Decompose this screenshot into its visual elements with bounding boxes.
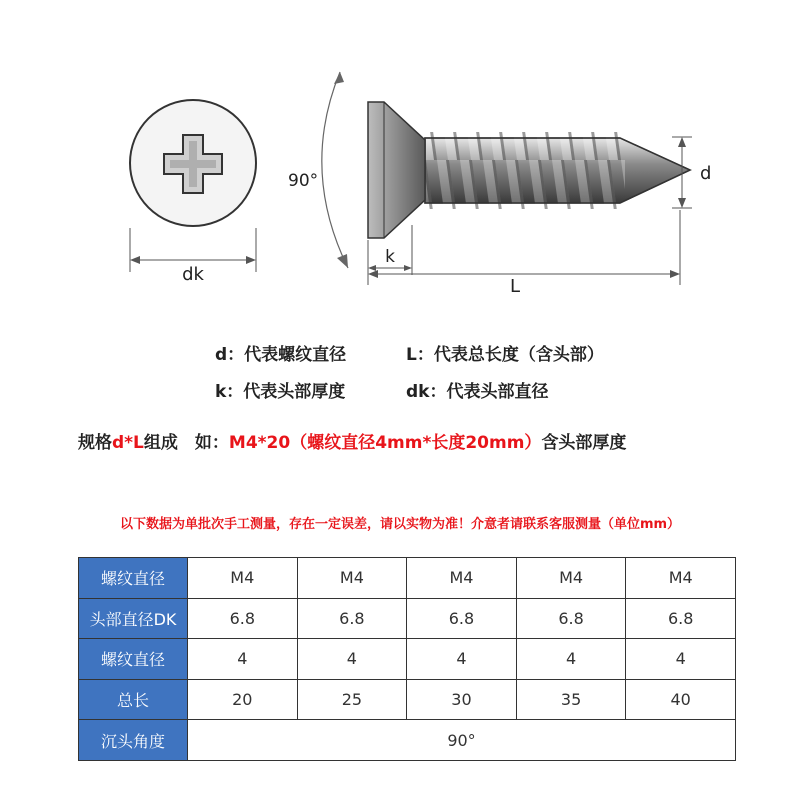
table-cell: 4 <box>188 639 298 680</box>
table-cell: 6.8 <box>297 598 407 639</box>
table-cell: 25 <box>297 679 407 720</box>
row-header: 头部直径DK <box>79 598 188 639</box>
table-cell: 6.8 <box>626 598 736 639</box>
angle-arc <box>322 72 348 268</box>
table-cell: 4 <box>516 639 626 680</box>
table-cell: M4 <box>188 558 298 599</box>
table-cell: M4 <box>407 558 517 599</box>
screw-diagram <box>0 0 800 310</box>
legend-dk: dk：代表头部直径 <box>406 382 549 402</box>
table-cell: 35 <box>516 679 626 720</box>
screw-side-view <box>368 102 690 238</box>
measurement-note: 以下数据为单批次手工测量，存在一定误差，请以实物为准！介意者请联系客服测量（单位mm） <box>119 517 681 532</box>
table-row <box>79 639 736 680</box>
table-cell: 40 <box>626 679 736 720</box>
table-cell: M4 <box>297 558 407 599</box>
table-cell: 20 <box>188 679 298 720</box>
table-cell: 30 <box>407 679 517 720</box>
table-cell: M4 <box>516 558 626 599</box>
table-cell: 4 <box>297 639 407 680</box>
row-header: 总长 <box>79 679 188 720</box>
row-header: 沉头角度 <box>79 720 188 761</box>
dk-label: dk <box>182 264 204 285</box>
spec-table <box>78 557 736 761</box>
legend-L: L：代表总长度（含头部） <box>406 345 604 365</box>
angle-cell: 90° <box>188 720 736 761</box>
table-cell: 6.8 <box>516 598 626 639</box>
legend-d: d：代表螺纹直径 <box>215 345 347 365</box>
k-label: k <box>385 247 395 267</box>
spec-prefix: 规格 <box>78 433 112 453</box>
d-label: d <box>700 163 712 184</box>
table-cell: 6.8 <box>188 598 298 639</box>
spec-formula: d*L <box>112 433 144 453</box>
spec-example: M4*20（螺纹直径4mm*长度20mm） <box>228 433 542 453</box>
spec-line <box>78 428 626 453</box>
table-row <box>79 558 736 599</box>
table-cell: 6.8 <box>407 598 517 639</box>
row-header: 螺纹直径 <box>79 639 188 680</box>
row-header: 螺纹直径 <box>79 558 188 599</box>
table-row <box>79 679 736 720</box>
table-row <box>79 720 736 761</box>
L-label: L <box>509 276 521 297</box>
table-cell: 4 <box>407 639 517 680</box>
table-row <box>79 598 736 639</box>
spec-suffix: 含头部厚度 <box>541 433 627 453</box>
table-cell: 4 <box>626 639 736 680</box>
spec-mid: 组成 如： <box>143 433 229 453</box>
table-cell: M4 <box>626 558 736 599</box>
angle-label: 90° <box>288 171 319 191</box>
legend-k: k：代表头部厚度 <box>215 382 346 402</box>
head-top-view <box>130 100 256 226</box>
